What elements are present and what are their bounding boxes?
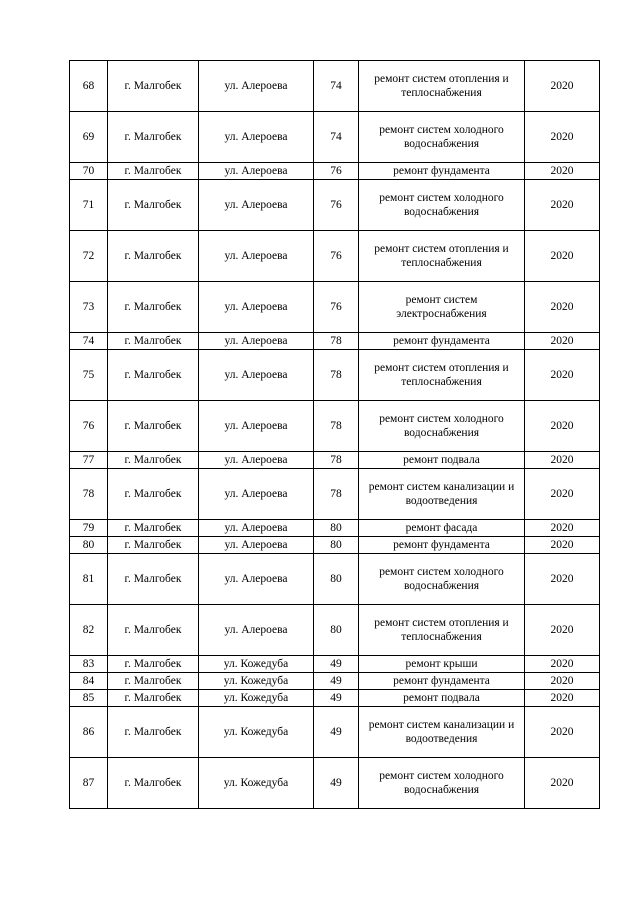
row-number-cell: 74 [70,333,108,350]
year-cell: 2020 [525,112,600,163]
work-type-text: ремонт подвала [403,453,480,466]
street-cell: ул. Кожедуба [199,656,314,673]
work-type-cell [359,333,525,350]
row-number-cell: 84 [70,673,108,690]
work-type-text: ремонт крыши [405,657,478,670]
street-cell: ул. Алероева [199,350,314,401]
row-number-cell: 69 [70,112,108,163]
house-number-cell: 78 [314,401,359,452]
year-cell: 2020 [525,758,600,809]
work-type-text: ремонт фундамента [393,674,490,687]
table-row [70,350,600,401]
year-cell: 2020 [525,656,600,673]
city-cell: г. Малгобек [108,163,199,180]
city-cell: г. Малгобек [108,112,199,163]
work-type-text: ремонт систем холодного водоснабжения [379,566,504,592]
year-cell: 2020 [525,452,600,469]
row-number-cell: 75 [70,350,108,401]
year-cell: 2020 [525,282,600,333]
house-number-cell: 78 [314,333,359,350]
table-row [70,61,600,112]
row-number-cell: 80 [70,537,108,554]
city-cell: г. Малгобек [108,758,199,809]
city-cell: г. Малгобек [108,605,199,656]
row-number-cell: 85 [70,690,108,707]
table-row [70,401,600,452]
table-row [70,707,600,758]
city-cell: г. Малгобек [108,61,199,112]
street-cell: ул. Алероева [199,163,314,180]
house-number-cell: 78 [314,452,359,469]
table-row [70,520,600,537]
work-type-cell [359,452,525,469]
work-type-cell [359,350,525,401]
table-row [70,656,600,673]
table-row [70,537,600,554]
table-row [70,333,600,350]
year-cell: 2020 [525,231,600,282]
work-type-text: ремонт систем холодного водоснабжения [379,124,504,150]
work-type-text: ремонт систем отопления и теплоснабжения [374,73,509,99]
street-cell: ул. Кожедуба [199,707,314,758]
year-cell: 2020 [525,673,600,690]
row-number-cell: 77 [70,452,108,469]
year-cell: 2020 [525,707,600,758]
house-number-cell: 80 [314,520,359,537]
year-cell: 2020 [525,61,600,112]
table-row [70,554,600,605]
row-number-cell: 81 [70,554,108,605]
house-number-cell: 49 [314,673,359,690]
row-number-cell: 73 [70,282,108,333]
table-row [70,605,600,656]
year-cell: 2020 [525,537,600,554]
table-row [70,231,600,282]
work-type-cell [359,469,525,520]
city-cell: г. Малгобек [108,520,199,537]
work-type-text: ремонт фундамента [393,538,490,551]
work-type-cell [359,180,525,231]
work-type-cell [359,112,525,163]
street-cell: ул. Алероева [199,180,314,231]
work-type-cell [359,282,525,333]
city-cell: г. Малгобек [108,690,199,707]
street-cell: ул. Алероева [199,469,314,520]
work-type-cell [359,758,525,809]
work-type-text: ремонт систем отопления и теплоснабжения [374,362,509,388]
city-cell: г. Малгобек [108,469,199,520]
work-type-cell [359,163,525,180]
work-type-text: ремонт систем холодного водоснабжения [379,192,504,218]
street-cell: ул. Алероева [199,520,314,537]
table-body [70,61,600,809]
work-type-cell [359,520,525,537]
house-number-cell: 76 [314,180,359,231]
work-type-text: ремонт систем холодного водоснабжения [379,413,504,439]
work-type-text: ремонт систем отопления и теплоснабжения [374,243,509,269]
house-number-cell: 78 [314,469,359,520]
house-number-cell: 80 [314,554,359,605]
row-number-cell: 83 [70,656,108,673]
house-number-cell: 76 [314,282,359,333]
house-number-cell: 78 [314,350,359,401]
work-type-cell [359,707,525,758]
work-type-cell [359,673,525,690]
city-cell: г. Малгобек [108,180,199,231]
street-cell: ул. Алероева [199,112,314,163]
street-cell: ул. Алероева [199,282,314,333]
row-number-cell: 76 [70,401,108,452]
row-number-cell: 86 [70,707,108,758]
city-cell: г. Малгобек [108,452,199,469]
table-row [70,452,600,469]
work-type-text: ремонт систем канализации и водоотведения [368,719,515,745]
table-row [70,469,600,520]
work-type-text: ремонт систем канализации и водоотведения [368,481,515,507]
work-type-text: ремонт систем холодного водоснабжения [379,770,504,796]
house-number-cell: 80 [314,537,359,554]
year-cell: 2020 [525,520,600,537]
year-cell: 2020 [525,333,600,350]
street-cell: ул. Алероева [199,61,314,112]
year-cell: 2020 [525,690,600,707]
row-number-cell: 79 [70,520,108,537]
year-cell: 2020 [525,163,600,180]
row-number-cell: 70 [70,163,108,180]
row-number-cell: 71 [70,180,108,231]
table-row [70,180,600,231]
street-cell: ул. Кожедуба [199,758,314,809]
house-number-cell: 49 [314,690,359,707]
city-cell: г. Малгобек [108,673,199,690]
table-row [70,282,600,333]
work-type-cell [359,554,525,605]
work-type-text: ремонт подвала [403,691,480,704]
city-cell: г. Малгобек [108,537,199,554]
work-type-cell [359,401,525,452]
city-cell: г. Малгобек [108,656,199,673]
city-cell: г. Малгобек [108,333,199,350]
house-number-cell: 80 [314,605,359,656]
table-row [70,112,600,163]
work-type-text: ремонт фундамента [393,164,490,177]
year-cell: 2020 [525,605,600,656]
street-cell: ул. Алероева [199,452,314,469]
repair-schedule-table [69,60,600,809]
street-cell: ул. Алероева [199,333,314,350]
street-cell: ул. Алероева [199,554,314,605]
city-cell: г. Малгобек [108,282,199,333]
year-cell: 2020 [525,469,600,520]
house-number-cell: 49 [314,758,359,809]
table-row [70,690,600,707]
city-cell: г. Малгобек [108,707,199,758]
city-cell: г. Малгобек [108,554,199,605]
work-type-text: ремонт систем электроснабжения [396,294,487,320]
work-type-cell [359,605,525,656]
house-number-cell: 76 [314,231,359,282]
house-number-cell: 74 [314,61,359,112]
street-cell: ул. Алероева [199,231,314,282]
street-cell: ул. Алероева [199,401,314,452]
year-cell: 2020 [525,180,600,231]
row-number-cell: 72 [70,231,108,282]
year-cell: 2020 [525,401,600,452]
work-type-cell [359,61,525,112]
street-cell: ул. Кожедуба [199,690,314,707]
row-number-cell: 78 [70,469,108,520]
street-cell: ул. Алероева [199,605,314,656]
city-cell: г. Малгобек [108,231,199,282]
table-row [70,163,600,180]
work-type-cell [359,537,525,554]
work-type-text: ремонт фасада [405,521,478,534]
table-row [70,758,600,809]
house-number-cell: 76 [314,163,359,180]
year-cell: 2020 [525,350,600,401]
work-type-text: ремонт фундамента [393,334,490,347]
street-cell: ул. Алероева [199,537,314,554]
work-type-text: ремонт систем отопления и теплоснабжения [374,617,509,643]
work-type-cell [359,656,525,673]
house-number-cell: 74 [314,112,359,163]
work-type-cell [359,231,525,282]
house-number-cell: 49 [314,707,359,758]
table-row [70,673,600,690]
city-cell: г. Малгобек [108,401,199,452]
row-number-cell: 82 [70,605,108,656]
street-cell: ул. Кожедуба [199,673,314,690]
city-cell: г. Малгобек [108,350,199,401]
house-number-cell: 49 [314,656,359,673]
work-type-cell [359,690,525,707]
row-number-cell: 87 [70,758,108,809]
year-cell: 2020 [525,554,600,605]
row-number-cell: 68 [70,61,108,112]
